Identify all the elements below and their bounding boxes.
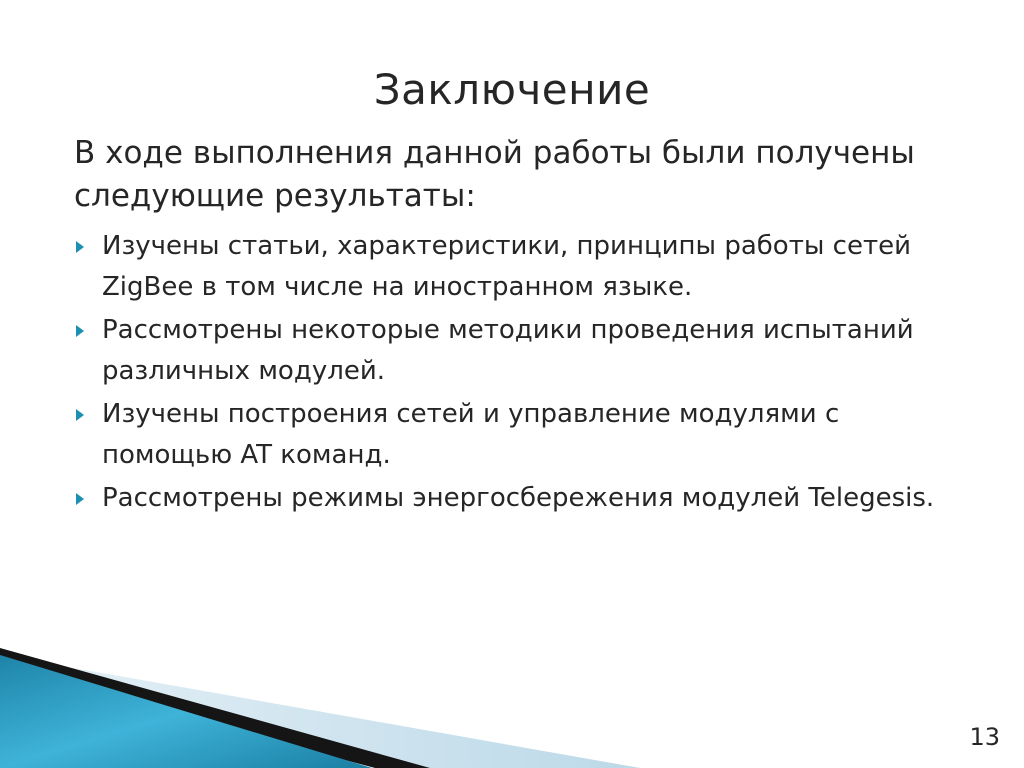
bullet-text: Изучены статьи, характеристики, принципы работы сетей ZigBee в том числе на иностранном языке. [102, 231, 911, 302]
intro-text: В ходе выполнения данной работы были получены следующие результаты: [74, 135, 915, 214]
bullet-list [72, 226, 972, 521]
page-number: 13 [969, 723, 1000, 751]
slide-title: Заключение [373, 65, 651, 114]
bullet-item [72, 226, 972, 308]
triangle-bullet-icon [76, 409, 84, 421]
bullet-item [72, 394, 972, 476]
bullet-item [72, 478, 972, 519]
bullet-text: Рассмотрены режимы энергосбережения модулей Telegesis. [102, 483, 935, 513]
triangle-bullet-icon [76, 493, 84, 505]
bullet-text: Изучены построения сетей и управление модулями с помощью AT команд. [102, 399, 840, 470]
bullet-text: Рассмотрены некоторые методики проведения испытаний различных модулей. [102, 315, 914, 386]
bullet-item [72, 310, 972, 392]
triangle-bullet-icon [76, 241, 84, 253]
triangle-bullet-icon [76, 325, 84, 337]
